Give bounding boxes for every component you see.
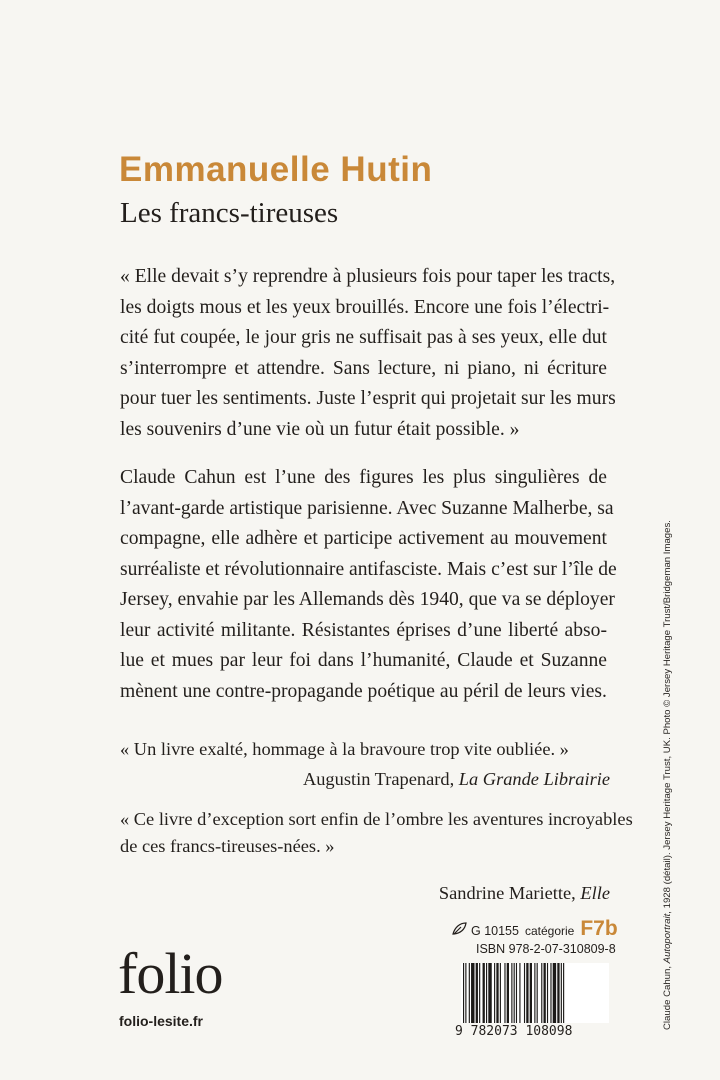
summary-line: surréaliste et révolutionnaire antifasciste. Mais c’est sur l’île de [120,558,617,580]
critic-name: Augustin Trapenard, [302,769,459,789]
book-summary [120,463,617,707]
excerpt-line: les doigts mous et les yeux brouillés. Encore une fois l’électri- [120,296,610,318]
summary-line: mènent une contre-propagande poétique au péril de leurs vies. [120,680,607,702]
media-outlet: La Grande Librairie [458,769,610,789]
category-label: catégorie [524,924,575,938]
excerpt-line: pour tuer les sentiments. Juste l’esprit qui projetait sur les murs [120,388,616,409]
excerpt-line: les souvenirs d’une vie où un futur était possible. » [120,418,520,440]
excerpt-line: « Elle devait s’y reprendre à plusieurs fois pour taper les tracts, [120,266,616,287]
review-quote: « Ce livre d’exception sort enfin de l’ombre les aventures incroyables [120,809,633,829]
critic-name: Sandrine Mariette, [438,883,581,903]
isbn: ISBN 978-2-07-310809-8 [476,942,616,956]
credit-work: Autoportrait [662,913,673,964]
summary-line: Jersey, envahie par les Allemands dès 1940, que va se déployer [120,589,615,610]
excerpt-quote [120,262,616,445]
credit-rest: , 1928 (détail). Jersey Heritage Trust, UK. Photo © Jersey Heritage Trust/Bridgeman Images. [662,520,673,914]
summary-line: l’avant-garde artistique parisienne. Avec Suzanne Malherbe, sa [120,497,614,519]
review-quote: de ces francs-tireuses-nées. » [120,836,335,856]
summary-line: Claude Cahun est l’une des figures les plus singulières de [120,467,607,488]
book-title: Les francs-tireuses [120,197,339,229]
press-review [120,736,610,793]
press-review [120,806,633,907]
catalog-line [452,917,618,941]
summary-line: compagne, elle adhère et participe activement au mouvement [120,528,607,549]
excerpt-line: cité fut coupée, le jour gris ne suffisait pas à ses yeux, elle dut [120,327,607,348]
media-outlet: Elle [580,883,610,903]
barcode [461,963,609,1023]
leaf-icon [452,922,467,939]
catalog-code: G 10155 [471,924,519,938]
summary-line: lue et mues par leur foi dans l’humanité, Claude et Suzanne [120,650,607,671]
publisher-logo: folio [118,941,223,1006]
author-name: Emmanuelle Hutin [119,150,433,189]
photo-credit [662,520,673,1030]
barcode-digits: 9 782073 108098 [455,1024,573,1039]
excerpt-line: s’interrompre et attendre. Sans lecture, ni piano, ni écriture [120,357,607,379]
review-attribution [120,766,610,793]
category-code: F7b [580,917,618,940]
credit-prefix: Claude Cahun, [662,963,673,1030]
summary-line: leur activité militante. Résistantes éprises d’une liberté abso- [120,619,607,641]
review-attribution [120,880,610,907]
review-quote: « Un livre exalté, hommage à la bravoure trop vite oubliée. » [120,739,569,759]
publisher-website: folio-lesite.fr [119,1013,204,1029]
